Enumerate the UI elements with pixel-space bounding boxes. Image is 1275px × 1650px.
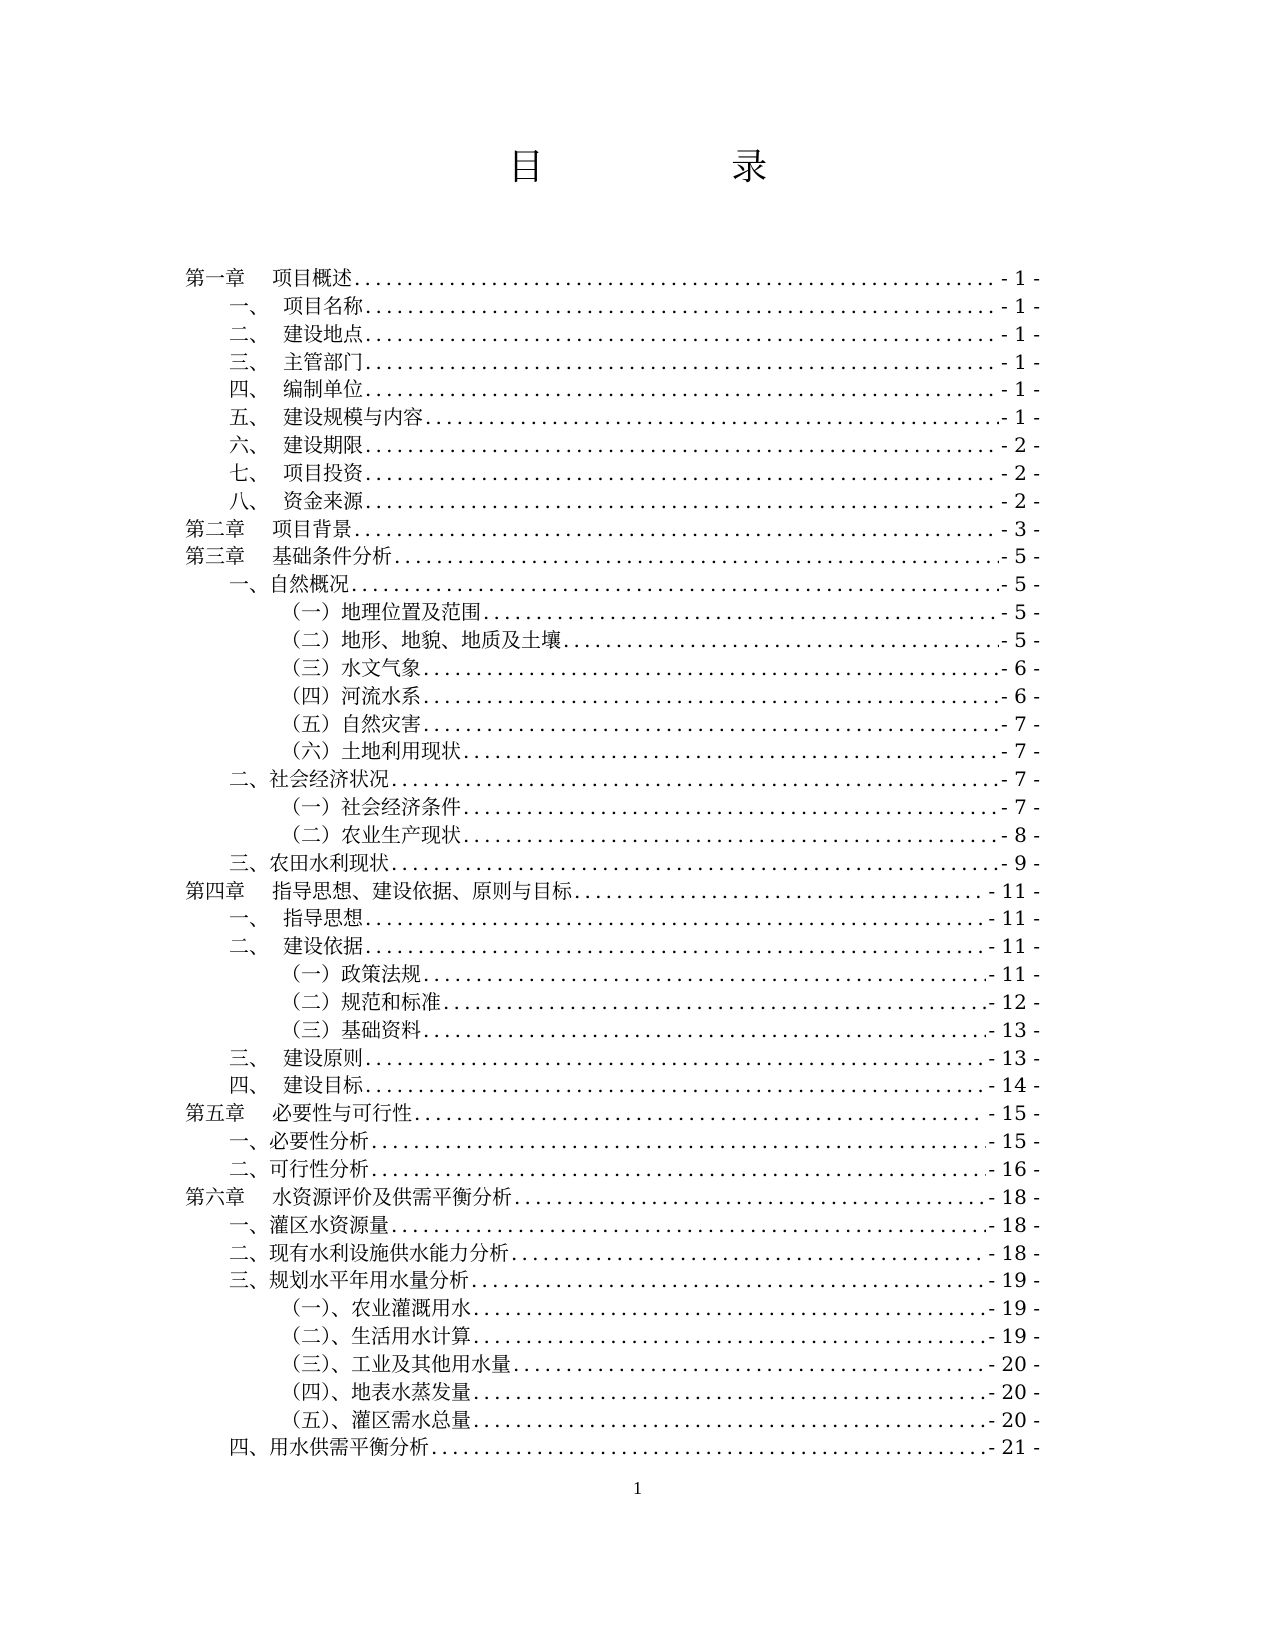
toc-entry-text: 项目概述: [272, 266, 352, 290]
toc-entry-text: 灌区水资源量: [269, 1212, 389, 1237]
toc-entry-prefix: 第三章: [185, 544, 245, 569]
toc-entry-label: [229, 349, 363, 377]
toc-entry-prefix: 二、: [229, 767, 269, 792]
toc-entry-label: [229, 460, 363, 488]
toc-entry[interactable]: [185, 1323, 1040, 1351]
toc-entry-text: 项目名称: [283, 293, 363, 318]
toc-entry-label: [185, 1184, 512, 1212]
toc-leader-dots: [391, 766, 999, 794]
toc-entry-prefix: 第四章: [185, 878, 245, 903]
toc-leader-dots: [423, 683, 999, 711]
toc-entry-page: - 7 -: [1001, 795, 1040, 820]
toc-entry-page: - 18 -: [988, 1212, 1040, 1237]
toc-entry[interactable]: [185, 1184, 1040, 1212]
toc-entry-text: 必要性与可行性: [272, 1101, 412, 1126]
toc-leader-dots: [365, 432, 999, 460]
toc-entry-label: [229, 1434, 429, 1462]
toc-entry[interactable]: [185, 878, 1040, 906]
toc-entry-prefix: （五）、: [281, 1407, 351, 1432]
toc-entry-label: [281, 822, 461, 850]
toc-entry[interactable]: [185, 1379, 1040, 1407]
toc-leader-dots: [365, 488, 999, 516]
toc-entry[interactable]: [185, 1407, 1040, 1435]
toc-entry[interactable]: [185, 1212, 1040, 1240]
toc-entry-text: 项目背景: [272, 516, 352, 541]
toc-entry[interactable]: [185, 822, 1040, 850]
toc-entry-prefix: 四、: [229, 1073, 269, 1098]
toc-entry-text: 地表水蒸发量: [351, 1379, 471, 1404]
toc-leader-dots: [431, 1434, 986, 1462]
toc-entry-text: 建设地点: [283, 321, 363, 346]
toc-leader-dots: [423, 711, 999, 739]
toc-entry-text: 自然灾害: [341, 711, 421, 736]
toc-leader-dots: [365, 1045, 986, 1073]
toc-entry[interactable]: [185, 516, 1040, 544]
toc-entry-page: - 5 -: [1001, 600, 1040, 625]
toc-entry-text: 可行性分析: [269, 1157, 369, 1181]
toc-entry-label: [229, 432, 363, 460]
toc-leader-dots: [365, 321, 999, 349]
toc-entry-label: [229, 933, 363, 961]
toc-entry-label: [185, 516, 352, 544]
toc-entry-page: - 11 -: [988, 878, 1040, 903]
toc-entry-label: [281, 738, 461, 766]
toc-entry-text: 灌区需水总量: [351, 1407, 471, 1432]
toc-entry-page: - 2 -: [1001, 488, 1040, 513]
toc-leader-dots: [365, 1072, 986, 1100]
toc-entry-page: - 5 -: [1001, 544, 1040, 569]
toc-entry-page: - 21 -: [988, 1435, 1040, 1460]
toc-entry[interactable]: [185, 571, 1040, 599]
toc-entry-text: 社会经济状况: [269, 767, 389, 792]
toc-entry[interactable]: [185, 655, 1040, 683]
toc-entry-prefix: 三、: [229, 850, 269, 875]
page-number: 1: [633, 1478, 642, 1498]
toc-entry-text: 河流水系: [341, 683, 421, 708]
toc-entry-prefix: 三、: [229, 1268, 269, 1293]
toc-entry-prefix: （三）: [281, 655, 341, 680]
toc-entry[interactable]: [185, 1072, 1040, 1100]
toc-entry-text: 水资源评价及供需平衡分析: [272, 1184, 512, 1209]
toc-entry-label: [185, 878, 572, 906]
toc-entry-text: 指导思想、建设依据、原则与目标: [272, 878, 572, 903]
toc-entry-text: 资金来源: [283, 488, 363, 513]
toc-entry-prefix: （二）: [281, 989, 341, 1014]
toc-leader-dots: [391, 850, 999, 878]
toc-entry[interactable]: [185, 1351, 1040, 1379]
toc-leader-dots: [365, 933, 986, 961]
toc-entry-page: - 11 -: [988, 962, 1040, 987]
toc-entry-page: - 1 -: [1001, 405, 1040, 430]
toc-entry[interactable]: [185, 989, 1040, 1017]
toc-entry-label: [281, 683, 421, 711]
toc-entry-text: 地理位置及范围: [341, 600, 481, 625]
toc-entry-text: 项目投资: [283, 460, 363, 485]
toc-leader-dots: [354, 516, 999, 544]
toc-entry-label: [229, 293, 363, 321]
toc-entry-page: - 6 -: [1001, 655, 1040, 680]
toc-entry-text: 工业及其他用水量: [351, 1351, 511, 1376]
toc-entry-prefix: （五）: [281, 711, 341, 736]
toc-entry-label: [281, 961, 421, 989]
toc-leader-dots: [423, 1017, 986, 1045]
toc-entry-prefix: 四、: [229, 377, 269, 402]
toc-entry-page: - 18 -: [988, 1240, 1040, 1265]
toc-entry[interactable]: [185, 599, 1040, 627]
toc-entry-page: - 14 -: [988, 1073, 1040, 1098]
toc-leader-dots: [365, 460, 999, 488]
toc-entry-page: - 9 -: [1001, 850, 1040, 875]
toc-entry[interactable]: [185, 850, 1040, 878]
toc-entry-page: - 13 -: [988, 1045, 1040, 1070]
toc-leader-dots: [391, 1212, 986, 1240]
toc-entry-text: 建设期限: [283, 433, 363, 458]
toc-entry-page: - 18 -: [988, 1184, 1040, 1209]
toc-entry-label: [229, 376, 363, 404]
toc-entry-label: [229, 1156, 369, 1184]
toc-leader-dots: [563, 627, 999, 655]
toc-entry-page: - 20 -: [988, 1351, 1040, 1376]
toc-entry-label: [281, 599, 481, 627]
toc-leader-dots: [513, 1351, 986, 1379]
toc-entry-page: - 19 -: [988, 1268, 1040, 1293]
toc-title: 目 录: [507, 147, 856, 188]
toc-entry-prefix: 八、: [229, 488, 269, 513]
toc-leader-dots: [463, 738, 999, 766]
toc-entry[interactable]: [185, 404, 1040, 432]
toc-entry-prefix: 七、: [229, 460, 269, 485]
toc-leader-dots: [473, 1407, 986, 1435]
toc-entry-prefix: （六）: [281, 739, 341, 764]
toc-entry-text: 编制单位: [283, 377, 363, 402]
toc-entry[interactable]: [185, 1128, 1040, 1156]
toc-entry-text: 指导思想: [283, 906, 363, 931]
toc-entry-page: - 8 -: [1001, 822, 1040, 847]
toc-leader-dots: [371, 1128, 986, 1156]
toc-entry-page: - 1 -: [1001, 377, 1040, 402]
toc-entry-prefix: 一、: [229, 1129, 269, 1154]
toc-entry-page: - 20 -: [988, 1407, 1040, 1432]
toc-entry[interactable]: [185, 933, 1040, 961]
toc-entry-prefix: （三）: [281, 1017, 341, 1042]
toc-entry-label: [281, 989, 441, 1017]
toc-entry-prefix: 第六章: [185, 1184, 245, 1209]
toc-entry[interactable]: [185, 1434, 1040, 1462]
toc-entry-text: 土地利用现状: [341, 739, 461, 764]
toc-entry-label: [229, 1072, 363, 1100]
toc-entry-page: - 1 -: [1001, 266, 1040, 290]
toc-entry-prefix: 二、: [229, 934, 269, 959]
toc-entry[interactable]: [185, 627, 1040, 655]
toc-entry[interactable]: [185, 1100, 1040, 1128]
toc-entry-text: 建设目标: [283, 1073, 363, 1098]
toc-leader-dots: [351, 571, 999, 599]
toc-entry-page: - 12 -: [988, 989, 1040, 1014]
toc-entry-label: [229, 1128, 369, 1156]
toc-entry-text: 自然概况: [269, 572, 349, 597]
toc-entry[interactable]: [185, 1240, 1040, 1268]
toc-entry-prefix: 二、: [229, 321, 269, 346]
toc-entry-text: 社会经济条件: [341, 795, 461, 820]
toc-entry[interactable]: [185, 543, 1040, 571]
toc-entry-page: - 1 -: [1001, 293, 1040, 318]
toc-entry-label: [229, 905, 363, 933]
toc-leader-dots: [423, 961, 986, 989]
toc-entry-prefix: （一）: [281, 795, 341, 820]
toc-leader-dots: [473, 1379, 986, 1407]
toc-entry-prefix: 一、: [229, 906, 269, 931]
toc-entry[interactable]: [185, 1017, 1040, 1045]
toc-entry-page: - 6 -: [1001, 683, 1040, 708]
toc-entry[interactable]: [185, 460, 1040, 488]
toc-entry-prefix: （一）: [281, 962, 341, 987]
toc-leader-dots: [574, 878, 986, 906]
toc-entry[interactable]: [185, 293, 1040, 321]
toc-entry-label: [229, 1267, 469, 1295]
toc-entry-page: - 1 -: [1001, 321, 1040, 346]
toc-entry[interactable]: [185, 1045, 1040, 1073]
toc-entry-label: [281, 1351, 511, 1379]
toc-entry-label: [229, 571, 349, 599]
toc-entry[interactable]: [185, 376, 1040, 404]
toc-entry-prefix: （一）、: [281, 1296, 351, 1321]
toc-entry-page: - 19 -: [988, 1324, 1040, 1349]
toc-entry[interactable]: [185, 349, 1040, 377]
toc-entry[interactable]: [185, 905, 1040, 933]
toc-entry-text: 政策法规: [341, 962, 421, 987]
toc-leader-dots: [443, 989, 986, 1017]
toc-entry-label: [229, 488, 363, 516]
toc-entry[interactable]: [185, 683, 1040, 711]
toc-entry-prefix: 二、: [229, 1240, 269, 1265]
toc-leader-dots: [365, 293, 999, 321]
toc-leader-dots: [473, 1323, 986, 1351]
toc-leader-dots: [511, 1240, 986, 1268]
toc-leader-dots: [483, 599, 999, 627]
toc-entry-prefix: 二、: [229, 1157, 269, 1181]
toc-entry[interactable]: [185, 1156, 1040, 1184]
toc-leader-dots: [425, 404, 999, 432]
toc-entry-label: [281, 794, 461, 822]
toc-leader-dots: [365, 905, 986, 933]
toc-entry-prefix: （四）: [281, 683, 341, 708]
toc-entry[interactable]: [185, 1267, 1040, 1295]
toc-entry-label: [185, 543, 392, 571]
toc-entry-text: 现有水利设施供水能力分析: [269, 1240, 509, 1265]
toc-entry-prefix: 第二章: [185, 516, 245, 541]
toc-entry-page: - 7 -: [1001, 767, 1040, 792]
toc-entry-prefix: 四、: [229, 1435, 269, 1460]
toc-entry-prefix: （三）、: [281, 1351, 351, 1376]
toc-entry-prefix: （一）: [281, 600, 341, 625]
toc-entry-text: 建设依据: [283, 934, 363, 959]
toc-entry-text: 基础条件分析: [272, 544, 392, 569]
toc-leader-dots: [371, 1156, 986, 1184]
toc-entry-label: [281, 655, 421, 683]
toc-entry-text: 建设原则: [283, 1045, 363, 1070]
toc-entry-prefix: （二）: [281, 822, 341, 847]
toc-entry-label: [185, 265, 352, 293]
toc-leader-dots: [365, 349, 999, 377]
toc-leader-dots: [514, 1184, 986, 1212]
toc-entry-text: 规划水平年用水量分析: [269, 1268, 469, 1293]
toc-entry[interactable]: [185, 321, 1040, 349]
toc-entry-label: [229, 850, 389, 878]
toc-entry-text: 农田水利现状: [269, 850, 389, 875]
toc-entry-page: - 19 -: [988, 1296, 1040, 1321]
toc-leader-dots: [414, 1100, 986, 1128]
toc-entry-label: [281, 711, 421, 739]
toc-entry-label: [229, 1240, 509, 1268]
toc-entry-prefix: 六、: [229, 433, 269, 458]
toc-entry-page: - 15 -: [988, 1101, 1040, 1126]
toc-entry-text: 农业灌溉用水: [351, 1296, 471, 1321]
toc-entry-text: 用水供需平衡分析: [269, 1435, 429, 1460]
toc-entry[interactable]: [185, 961, 1040, 989]
toc-entry-text: 必要性分析: [269, 1129, 369, 1154]
toc-entry-page: - 1 -: [1001, 349, 1040, 374]
toc-leader-dots: [423, 655, 999, 683]
toc-entry-label: [281, 1379, 471, 1407]
toc-entry[interactable]: [185, 794, 1040, 822]
toc-leader-dots: [463, 794, 999, 822]
toc-entry-label: [281, 1295, 471, 1323]
toc-leader-dots: [463, 822, 999, 850]
toc-entry-text: 生活用水计算: [351, 1324, 471, 1349]
toc-entry-label: [185, 1100, 412, 1128]
toc-leader-dots: [471, 1267, 986, 1295]
toc-entry-text: 水文气象: [341, 655, 421, 680]
toc-leader-dots: [354, 265, 999, 293]
toc-entry-prefix: （二）: [281, 627, 341, 652]
toc-entry-label: [281, 1323, 471, 1351]
toc-entry-prefix: （二）、: [281, 1324, 351, 1349]
toc-entry-page: - 20 -: [988, 1379, 1040, 1404]
toc-entry-page: - 11 -: [988, 934, 1040, 959]
toc-entry-page: - 2 -: [1001, 460, 1040, 485]
toc-entry-label: [229, 1045, 363, 1073]
toc-entry-text: 主管部门: [283, 349, 363, 374]
toc-entry-page: - 7 -: [1001, 711, 1040, 736]
toc-entry[interactable]: [185, 265, 1040, 293]
toc-entry[interactable]: [185, 1295, 1040, 1323]
toc-entry-label: [229, 321, 363, 349]
toc-entry[interactable]: [185, 766, 1040, 794]
toc-entry-text: 基础资料: [341, 1017, 421, 1042]
toc-entry[interactable]: [185, 432, 1040, 460]
toc-entry-page: - 3 -: [1001, 516, 1040, 541]
toc-entry-page: - 7 -: [1001, 739, 1040, 764]
toc-entry-prefix: 第五章: [185, 1101, 245, 1126]
toc-entry-label: [229, 1212, 389, 1240]
toc-entry-text: 建设规模与内容: [283, 405, 423, 430]
toc-entry-label: [229, 766, 389, 794]
toc-entry-prefix: 三、: [229, 349, 269, 374]
toc-entry-label: [281, 1407, 471, 1435]
toc-entry-text: 农业生产现状: [341, 822, 461, 847]
toc-entry[interactable]: [185, 488, 1040, 516]
toc-entry-page: - 2 -: [1001, 433, 1040, 458]
toc-entry-text: 地形、地貌、地质及土壤: [341, 627, 561, 652]
toc-entry-prefix: 第一章: [185, 266, 245, 290]
toc-entry-label: [281, 627, 561, 655]
toc-entry-text: 规范和标准: [341, 989, 441, 1014]
toc-entry[interactable]: [185, 711, 1040, 739]
toc-entry-prefix: 一、: [229, 1212, 269, 1237]
toc-entry-page: - 16 -: [988, 1157, 1040, 1181]
toc-leader-dots: [394, 543, 999, 571]
toc-entry-page: - 13 -: [988, 1017, 1040, 1042]
toc-entry-prefix: （四）、: [281, 1379, 351, 1404]
toc-entry-label: [281, 1017, 421, 1045]
toc-entry-label: [229, 404, 423, 432]
table-of-contents: [185, 265, 1040, 1462]
toc-entry-prefix: 五、: [229, 405, 269, 430]
toc-entry-page: - 11 -: [988, 906, 1040, 931]
toc-entry-prefix: 一、: [229, 293, 269, 318]
toc-entry-prefix: 一、: [229, 572, 269, 597]
toc-entry-page: - 5 -: [1001, 572, 1040, 597]
toc-leader-dots: [365, 376, 999, 404]
toc-entry-page: - 15 -: [988, 1129, 1040, 1154]
toc-entry-page: - 5 -: [1001, 627, 1040, 652]
toc-leader-dots: [473, 1295, 986, 1323]
toc-entry[interactable]: [185, 738, 1040, 766]
toc-entry-prefix: 三、: [229, 1045, 269, 1070]
